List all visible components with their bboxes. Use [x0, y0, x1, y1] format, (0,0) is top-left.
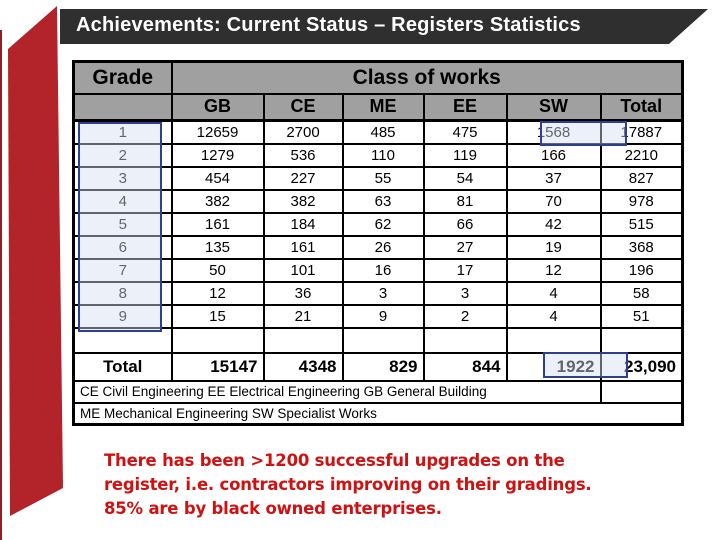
total-label-cell: Total	[74, 353, 172, 381]
legend-row-1	[74, 381, 683, 403]
value-cell: 454	[172, 167, 264, 190]
grade-cell: 5	[74, 213, 172, 236]
grade-cell: 8	[74, 282, 172, 305]
value-cell: 58	[601, 282, 683, 305]
legend-text-1: CE Civil Engineering EE Electrical Engineering GB General Building	[74, 381, 601, 403]
legend-row-2	[74, 403, 683, 425]
grade-cell: 1	[74, 121, 172, 144]
value-cell: 81	[424, 190, 507, 213]
value-cell: 55	[343, 167, 424, 190]
table-row	[74, 144, 683, 167]
empty-cell	[601, 328, 683, 353]
table-header-row-2	[74, 94, 683, 121]
note-line: There has been >1200 successful upgrades on the	[104, 451, 565, 470]
value-cell: 70	[507, 190, 601, 213]
value-cell: 2700	[264, 121, 343, 144]
table-row	[74, 259, 683, 282]
value-cell: 3	[343, 282, 424, 305]
value-cell: 36	[264, 282, 343, 305]
total-gb-cell: 15147	[172, 353, 264, 381]
value-cell: 382	[264, 190, 343, 213]
empty-cell	[507, 328, 601, 353]
value-cell: 21	[264, 305, 343, 328]
value-cell: 12	[507, 259, 601, 282]
value-cell: 12	[172, 282, 264, 305]
legend-text-2: ME Mechanical Engineering SW Specialist Works	[74, 403, 683, 425]
note-line: register, i.e. contractors improving on their gradings.	[104, 475, 592, 494]
column-header-ee: EE	[424, 94, 507, 121]
table-header-row-1	[74, 62, 683, 94]
total-ce-cell: 4348	[264, 353, 343, 381]
value-cell: 184	[264, 213, 343, 236]
total-grand-cell: 23,090	[601, 353, 683, 381]
row1-sw-total-selection-box	[540, 121, 627, 146]
column-header-sw: SW	[507, 94, 601, 121]
value-cell: 536	[264, 144, 343, 167]
total-ee-cell: 844	[424, 353, 507, 381]
table-row	[74, 213, 683, 236]
total-sw-cell: 1922	[507, 353, 601, 381]
table-row	[74, 236, 683, 259]
value-cell: 196	[601, 259, 683, 282]
value-cell: 101	[264, 259, 343, 282]
totalrow-sw-selection-box	[543, 352, 628, 378]
value-cell: 110	[343, 144, 424, 167]
value-cell: 16	[343, 259, 424, 282]
empty-cell	[343, 328, 424, 353]
column-header-total: Total	[601, 94, 683, 121]
table-row	[74, 305, 683, 328]
value-cell: 51	[601, 305, 683, 328]
value-cell: 63	[343, 190, 424, 213]
left-edge-line	[0, 30, 2, 540]
grade-column-selection-box	[78, 122, 162, 332]
value-cell: 4	[507, 305, 601, 328]
grade-cell: 7	[74, 259, 172, 282]
value-cell: 1568	[507, 121, 601, 144]
value-cell: 50	[172, 259, 264, 282]
value-cell: 27	[424, 236, 507, 259]
value-cell: 515	[601, 213, 683, 236]
grade-cell: 4	[74, 190, 172, 213]
value-cell: 978	[601, 190, 683, 213]
total-me-cell: 829	[343, 353, 424, 381]
grade-cell: 9	[74, 305, 172, 328]
column-header-me: ME	[343, 94, 424, 121]
grade-header-cell: Grade	[74, 62, 172, 94]
value-cell: 54	[424, 167, 507, 190]
red-accent-bar	[8, 6, 63, 516]
value-cell: 368	[601, 236, 683, 259]
value-cell: 17887	[601, 121, 683, 144]
empty-cell	[601, 381, 683, 403]
grade-cell: 6	[74, 236, 172, 259]
value-cell: 9	[343, 305, 424, 328]
value-cell: 475	[424, 121, 507, 144]
value-cell: 4	[507, 282, 601, 305]
value-cell: 227	[264, 167, 343, 190]
value-cell: 19	[507, 236, 601, 259]
column-header-ce: CE	[264, 94, 343, 121]
table-row	[74, 282, 683, 305]
value-cell: 2210	[601, 144, 683, 167]
value-cell: 485	[343, 121, 424, 144]
grade-cell: 2	[74, 144, 172, 167]
value-cell: 2	[424, 305, 507, 328]
value-cell: 1279	[172, 144, 264, 167]
value-cell: 119	[424, 144, 507, 167]
value-cell: 135	[172, 236, 264, 259]
blank-header-cell	[74, 94, 172, 121]
value-cell: 62	[343, 213, 424, 236]
note-line: 85% are by black owned enterprises.	[104, 499, 442, 518]
empty-cell	[264, 328, 343, 353]
grade-cell: 3	[74, 167, 172, 190]
column-header-gb: GB	[172, 94, 264, 121]
value-cell: 26	[343, 236, 424, 259]
value-cell: 166	[507, 144, 601, 167]
value-cell: 66	[424, 213, 507, 236]
value-cell: 382	[172, 190, 264, 213]
table-row	[74, 190, 683, 213]
class-of-works-header-cell: Class of works	[172, 62, 683, 94]
empty-row	[74, 328, 683, 353]
value-cell: 3	[424, 282, 507, 305]
value-cell: 17	[424, 259, 507, 282]
value-cell: 15	[172, 305, 264, 328]
empty-cell	[424, 328, 507, 353]
slide-title: Achievements: Current Status – Registers Statistics	[76, 14, 581, 36]
annotation-note	[104, 449, 664, 521]
value-cell: 161	[264, 236, 343, 259]
value-cell: 37	[507, 167, 601, 190]
value-cell: 827	[601, 167, 683, 190]
table-row	[74, 167, 683, 190]
value-cell: 12659	[172, 121, 264, 144]
value-cell: 42	[507, 213, 601, 236]
table-body	[74, 121, 683, 328]
value-cell: 161	[172, 213, 264, 236]
empty-cell	[172, 328, 264, 353]
